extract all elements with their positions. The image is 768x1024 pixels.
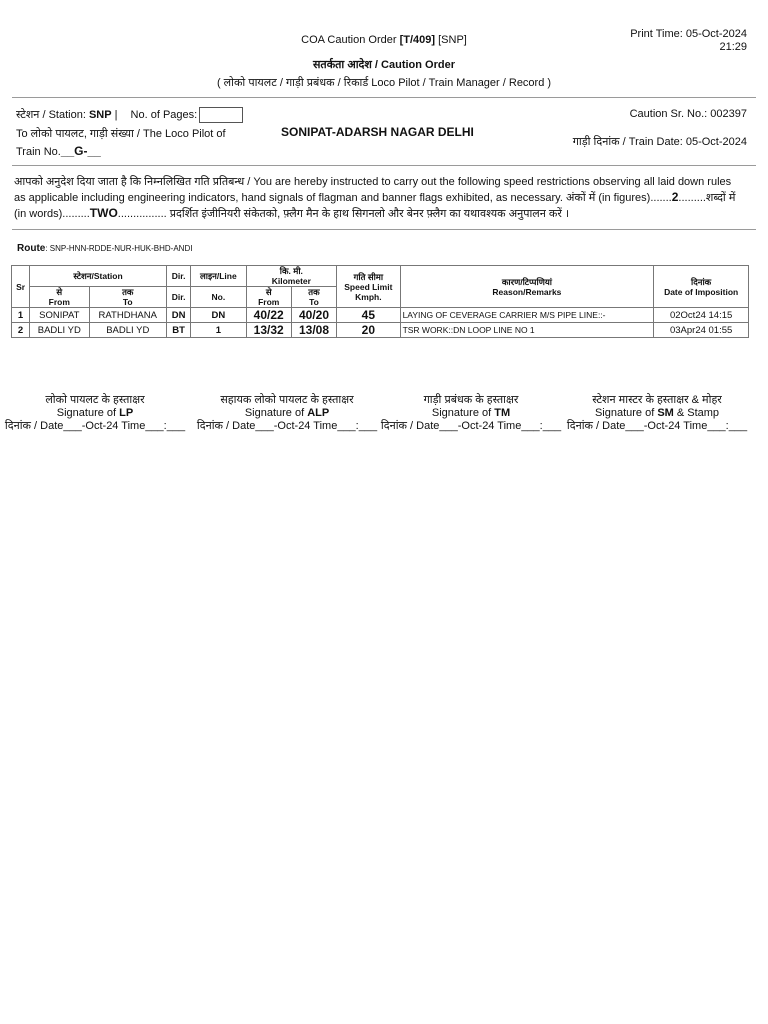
header-km-from: से From — [246, 287, 291, 308]
cell-dir: BT — [167, 323, 191, 338]
cell-to-station: BADLI YD — [89, 323, 167, 338]
route-label: Route — [17, 243, 46, 254]
instruction-part-3: ................ प्रदर्शित इंजीनियरी संकेतको, फ़्लैग मैन के हाथ सिगनलो और बेनर फ़्लैग का यथावश्यक अनुपालन करें । — [117, 208, 570, 220]
cell-reason: LAYING OF CEVERAGE CARRIER M/S PIPE LINE::- — [400, 308, 654, 323]
cell-km-from: 13/32 — [246, 323, 291, 338]
divider-info — [12, 165, 756, 166]
print-time — [630, 28, 747, 54]
recipients-line: ( लोको पायलट / गाड़ी प्रबंधक / रिकार्ड Loco Pilot / Train Manager / Record ) — [216, 77, 552, 89]
instruction-text — [14, 175, 744, 222]
divider-top — [12, 97, 756, 98]
station-label: स्टेशन / Station: — [16, 109, 89, 121]
signature-date-line: दिनांक / Date___-Oct-24 Time___:___ — [380, 420, 562, 432]
cell-from-station: BADLI YD — [30, 323, 89, 338]
signature-date-line: दिनांक / Date___-Oct-24 Time___:___ — [196, 420, 378, 432]
train-no-label: Train No. — [16, 146, 61, 158]
route-value: : SNP-HNN-RDDE-NUR-HUK-BHD-ANDI — [45, 244, 193, 253]
cell-speed: 20 — [337, 323, 400, 338]
cell-dir: DN — [167, 308, 191, 323]
signature-hindi: स्टेशन मास्टर के हस्ताक्षर & मोहर — [592, 394, 722, 406]
header-speed-limit: गति सीमा Speed Limit Kmph. — [337, 266, 400, 308]
print-time-date: Print Time: 05-Oct-2024 — [630, 28, 747, 40]
signature-role: TM — [494, 407, 511, 419]
header-sr: Sr — [12, 266, 30, 308]
cell-from-station: SONIPAT — [30, 308, 89, 323]
title-prefix: COA Caution Order — [301, 34, 400, 46]
header-to: तक To — [89, 287, 167, 308]
header-line-no: No. — [191, 287, 246, 308]
caution-serial: Caution Sr. No.: 002397 — [629, 108, 747, 120]
signature-sm: स्टेशन मास्टर के हस्ताक्षर & मोहर Signature of SM & Stamp दिनांक / Date___-Oct-24 Time___:___ — [562, 394, 752, 433]
order-number: [T/409] — [399, 34, 436, 46]
to-loco-pilot: To लोको पायलट, गाड़ी संख्या / The Loco Pilot of — [16, 128, 226, 140]
cell-date: 02Oct24 14:15 — [654, 308, 749, 323]
cell-line-no: 1 — [191, 323, 246, 338]
cell-date: 03Apr24 01:55 — [654, 323, 749, 338]
caution-table — [11, 265, 749, 338]
signature-role: ALP — [307, 407, 330, 419]
hindi-title: सतर्कता आदेश / Caution Order — [312, 59, 455, 71]
train-date: गाड़ी दिनांक / Train Date: 05-Oct-2024 — [572, 136, 747, 148]
cell-reason: TSR WORK::DN LOOP LINE NO 1 — [400, 323, 654, 338]
signature-hindi: गाड़ी प्रबंधक के हस्ताक्षर — [423, 394, 519, 406]
cell-km-to: 40/20 — [291, 308, 336, 323]
signature-date-line: दिनांक / Date___-Oct-24 Time___:___ — [566, 420, 748, 432]
title-station-code: [SNP] — [435, 34, 467, 46]
route-line — [17, 238, 192, 256]
cell-sr: 1 — [12, 308, 30, 323]
instruction-part-1: आपको अनुदेश दिया जाता है कि निम्नलिखित गति प्रतिबन्ध / You are hereby instructed to carry out the following speed restrictions observing all laid down rules as applicable including engineering indicators, hand signals of flagman and banner flags exhibited, as necessary. अंकों में (in figures)....... — [14, 176, 732, 204]
signature-hindi: सहायक लोको पायलट के हस्ताक्षर — [220, 394, 354, 406]
cell-speed: 45 — [337, 308, 400, 323]
signature-alp: सहायक लोको पायलट के हस्ताक्षर Signature of ALP दिनांक / Date___-Oct-24 Time___:___ — [192, 394, 382, 433]
header-reason: कारण/टिप्पणियां Reason/Remarks — [400, 266, 654, 308]
header-dir: Dir. — [167, 266, 191, 287]
pages-input[interactable] — [199, 107, 243, 123]
count-words: TWO — [89, 206, 118, 220]
header-km-to: तक To — [291, 287, 336, 308]
cell-km-to: 13/08 — [291, 323, 336, 338]
header-station: स्टेशन/Station — [30, 266, 167, 287]
header-line: लाइन/Line — [191, 266, 246, 287]
header-from: से From — [30, 287, 89, 308]
signature-role: LP — [119, 407, 134, 419]
header-date-imposition: दिनांक Date of Imposition — [654, 266, 749, 308]
signature-role: SM — [657, 407, 674, 419]
train-no-value: __G-__ — [60, 144, 101, 158]
cell-line-no: DN — [191, 308, 246, 323]
pages-label: No. of Pages: — [130, 109, 198, 121]
print-time-clock: 21:29 — [719, 41, 747, 53]
table-row — [12, 323, 749, 338]
header-dir-sub: Dir. — [167, 287, 191, 308]
signature-date-line: दिनांक / Date___-Oct-24 Time___:___ — [4, 420, 186, 432]
station-separator: | — [111, 109, 118, 121]
cell-sr: 2 — [12, 323, 30, 338]
divider-instruction — [12, 229, 756, 230]
count-figures: 2 — [671, 190, 679, 204]
station-info — [16, 107, 243, 123]
loco-pilot-info — [16, 126, 226, 161]
section-name: SONIPAT-ADARSH NAGAR DELHI — [281, 125, 474, 139]
instruction-part-2: .........शब्दों में (in words)......... — [14, 192, 736, 220]
header-kilometer: कि. मी. Kilometer — [246, 266, 337, 287]
signature-tm: गाड़ी प्रबंधक के हस्ताक्षर Signature of TM दिनांक / Date___-Oct-24 Time___:___ — [376, 394, 566, 433]
signature-lp: लोको पायलट के हस्ताक्षर Signature of LP दिनांक / Date___-Oct-24 Time___:___ — [0, 394, 190, 433]
station-value: SNP — [88, 109, 112, 121]
cell-to-station: RATHDHANA — [89, 308, 167, 323]
signature-hindi: लोको पायलट के हस्ताक्षर — [45, 394, 145, 406]
cell-km-from: 40/22 — [246, 308, 291, 323]
table-row — [12, 308, 749, 323]
